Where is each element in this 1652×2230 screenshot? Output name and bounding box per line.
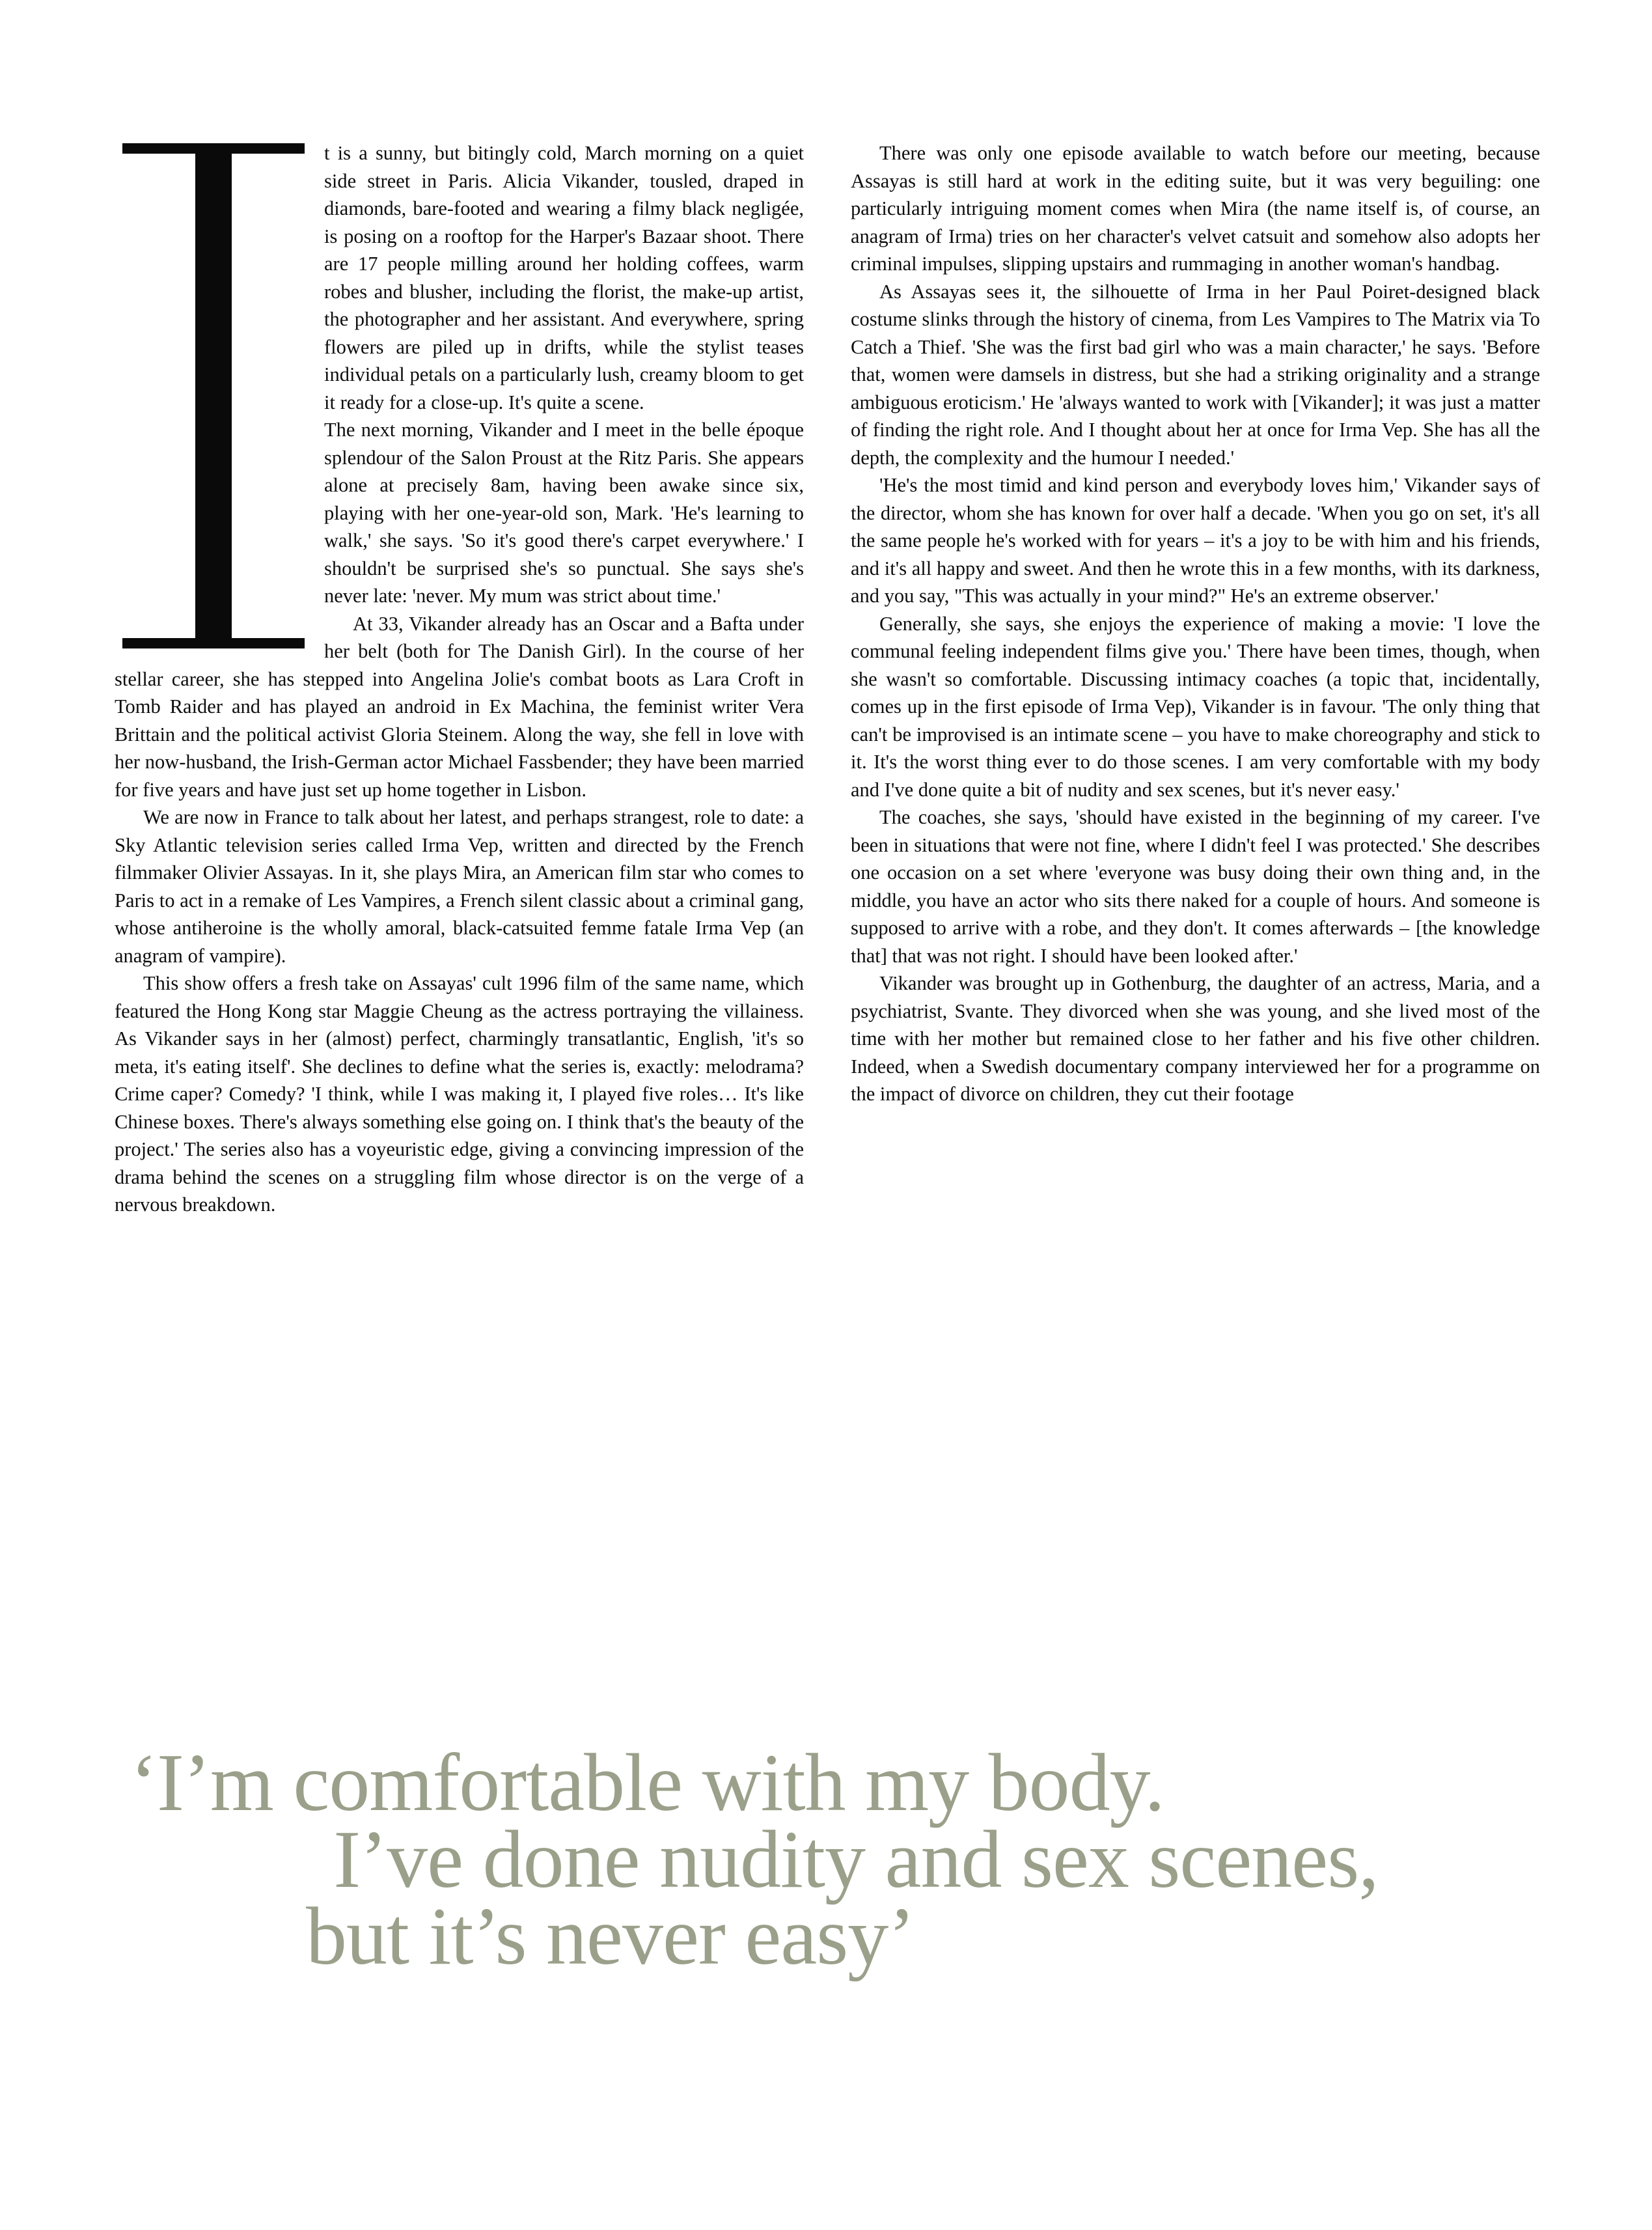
- article-columns: [115, 139, 1540, 1219]
- paragraph: This show offers a fresh take on Assayas' cult 1996 film of the same name, which featured the Hong Kong star Maggie Cheung as the actress portraying the villainess. As Vikander says in her (almost) perfect, charmingly transatlantic, English, 'it's so meta, it's eating itself'. She declines to define what the series is, exactly: melodrama? Crime caper? Comedy? 'I think, while I was making it, I played five roles… It's like Chinese boxes. There's always something else going on. I think that's the beauty of the project.' The series also has a voyeuristic edge, giving a convincing impression of the drama behind the scenes on a struggling film whose director is on the verge of a nervous breakdown.: [115, 972, 804, 1216]
- paragraph: Generally, she says, she enjoys the experience of making a movie: 'I love the communal feeling independent films give you.' There have been times, though, when she wasn't so comfortable. Discussing intimacy coaches (a topic that, incidentally, comes up in the first episode of Irma Vep), Vikander is in favour. 'The only thing that can't be improvised is an intimate scene – you have to make choreography and stick to it. It's the worst thing ever to do those scenes. I am very comfortable with my body and I've done quite a bit of nudity and sex scenes, but it's never easy.': [851, 612, 1540, 801]
- article-column-left: [115, 139, 804, 1219]
- pull-quote: [117, 1738, 1536, 1982]
- dropcap-letter-i: [115, 143, 310, 645]
- pull-quote-line-2: I’ve done nudity and sex scenes,: [333, 1815, 1379, 1905]
- paragraph: The coaches, she says, 'should have existed in the beginning of my career. I've been in situations that were not fine, where I didn't feel I was protected.' She describes one occasion on a set where 'everyone was busy doing their own thing and, in the middle, you have an actor who sits there naked for a couple of hours. And someone is supposed to arrive with a robe, and they don't. It comes afterwards – [the knowledge that] that was not right. I should have been looked after.': [851, 806, 1540, 967]
- paragraph: The next morning, Vikander and I meet in the belle époque splendour of the Salon Proust at the Ritz Paris. She appears alone at precisely 8am, having been awake since six, playing with her one-year-old son, Mark. 'He's learning to walk,' she says. 'So it's good there's carpet everywhere.' I shouldn't be surprised she's so punctual. She says she's never late: 'never. My mum was strict about time.': [324, 419, 804, 607]
- opening-paragraph: t is a sunny, but bitingly cold, March morning on a quiet side street in Paris. Alicia Vikander, tousled, draped in diamonds, bare-footed and wearing a filmy black negligée, is posing on a rooftop for the Harper's Bazaar shoot. There are 17 people milling around her holding coffees, warm robes and blusher, including the florist, the make-up artist, the photographer and her assistant. And everywhere, spring flowers are piled up in drifts, while the stylist teases individual petals on a particularly lush, creamy bloom to get it ready for a close-up. It's quite a scene.: [324, 142, 804, 413]
- pull-quote-line-1: ‘I’m comfortable with my body.: [130, 1738, 1164, 1828]
- paragraph: There was only one episode available to watch before our meeting, because Assayas is still hard at work in the editing suite, but it was very beguiling: one particularly intriguing moment comes when Mira (the name itself is, of course, an anagram of Irma) tries on her character's velvet catsuit and somehow also adopts her criminal impulses, slipping upstairs and rummaging in another woman's handbag.: [851, 142, 1540, 275]
- paragraph: As Assayas sees it, the silhouette of Irma in her Paul Poiret-designed black costume slinks through the history of cinema, from Les Vampires to The Matrix via To Catch a Thief. 'She was the first bad girl who was a main character,' he says. 'Before that, women were damsels in distress, but she had a striking originality and a strange ambiguous eroticism.' He 'always wanted to work with [Vikander]; it was just a matter of finding the right role. And I thought about her at once for Irma Vep. She has all the depth, the complexity and the humour I needed.': [851, 280, 1540, 469]
- article-column-right: [851, 139, 1540, 1219]
- dropcap-paragraph-block: [115, 139, 804, 416]
- paragraph: Vikander was brought up in Gothenburg, the daughter of an actress, Maria, and a psychiatrist, Svante. They divorced when she was young, and she lived most of the time with her mother but remained close to her father and his five other children. Indeed, when a Swedish documentary company interviewed her for a programme on the impact of divorce on children, they cut their footage: [851, 972, 1540, 1105]
- pull-quote-line-3: but it’s never easy’: [306, 1891, 915, 1982]
- paragraph: 'He's the most timid and kind person and everybody loves him,' Vikander says of the director, whom she has known for over half a decade. 'When you go on set, it's all the same people he's worked with for years – it's a joy to be with him and his friends, and it's all happy and sweet. And then he wrote this in a few months, with its darkness, and you say, "This was actually in your mind?" He's an extreme observer.': [851, 474, 1540, 607]
- paragraph: At 33, Vikander already has an Oscar and a Bafta under her belt (both for The Danish Girl). In the course of her stellar career, she has stepped into Angelina Jolie's combat boots as Lara Croft in Tomb Raider and has played an android in Ex Machina, the feminist writer Vera Brittain and the political activist Gloria Steinem. Along the way, she fell in love with her now-husband, the Irish-German actor Michael Fassbender; they have been married for five years and have just set up home together in Lisbon.: [115, 612, 804, 801]
- paragraph: We are now in France to talk about her latest, and perhaps strangest, role to date: a Sky Atlantic television series called Irma Vep, written and directed by the French filmmaker Olivier Assayas. In it, she plays Mira, an American film star who comes to Paris to act in a remake of Les Vampires, a French silent classic about a criminal gang, whose antiheroine is the wholly amoral, black-catsuited femme fatale Irma Vep (an anagram of vampire).: [115, 806, 804, 967]
